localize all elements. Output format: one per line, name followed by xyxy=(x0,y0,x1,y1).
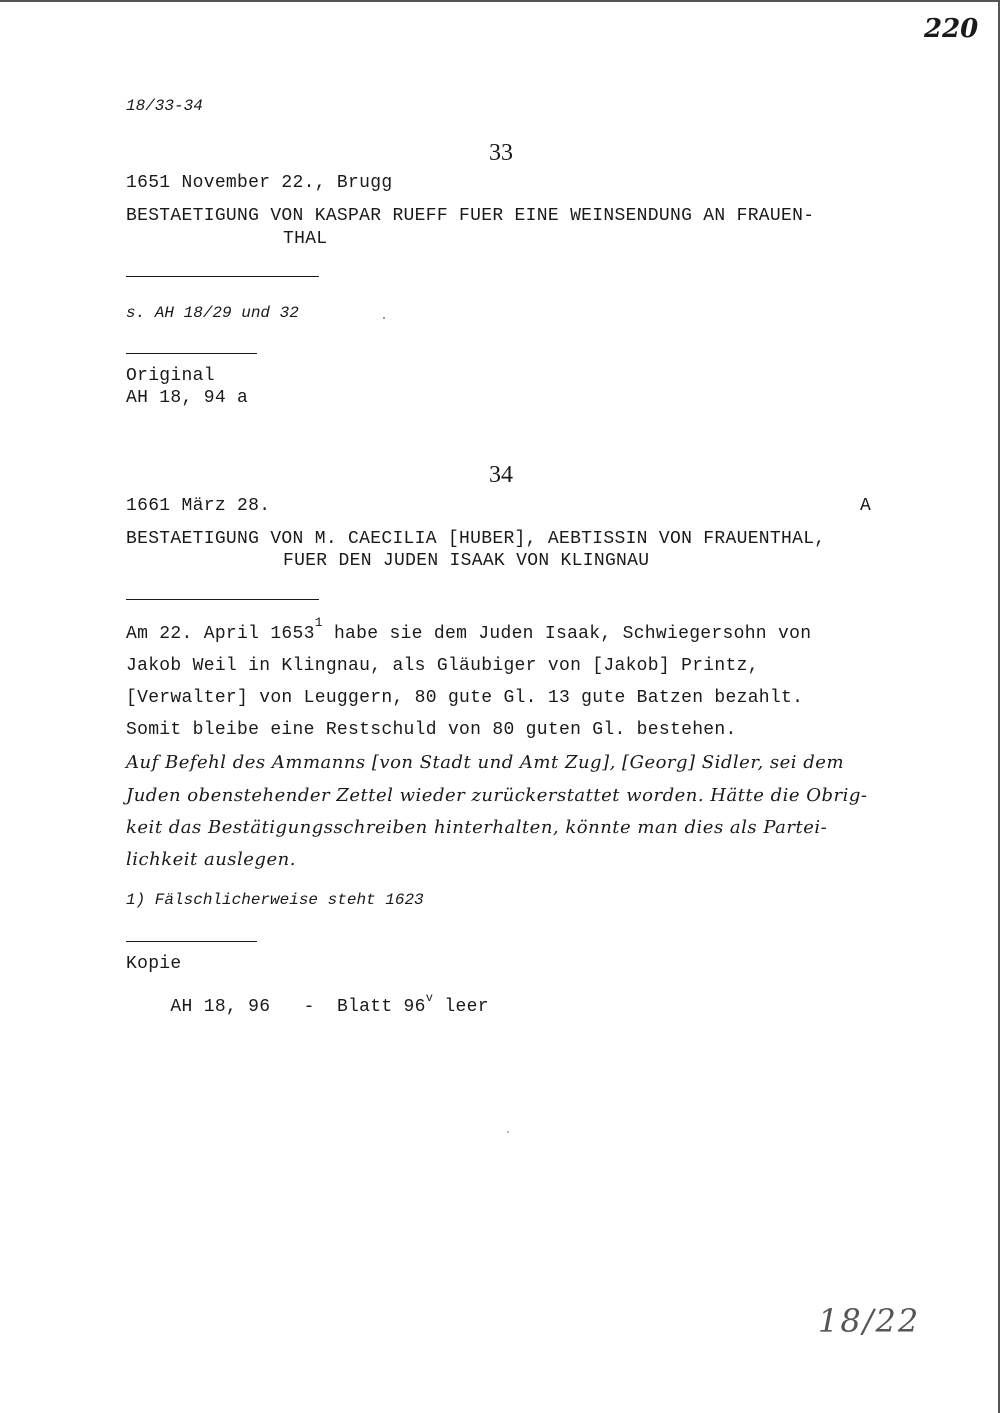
divider-rule xyxy=(126,941,257,942)
body-line-1-end: habe sie dem Juden Isaak, Schwiegersohn von xyxy=(322,624,812,644)
entry-34-title-line2: FUER DEN JUDEN ISAAK VON KLINGNAU xyxy=(283,551,650,571)
divider-rule xyxy=(126,353,257,354)
handwritten-page-number: 220 xyxy=(924,14,979,44)
source-ref-end: leer xyxy=(433,997,489,1017)
verso-marker: v xyxy=(425,991,434,1005)
footnote-marker: 1 xyxy=(314,615,323,630)
body-line-4: Somit bleibe eine Restschuld von 80 guten Gl. bestehen. xyxy=(126,720,737,740)
footnote: 1) Fälschlicherweise steht 1623 xyxy=(126,891,424,909)
divider-rule xyxy=(126,276,319,277)
entry-34-marker: A xyxy=(860,496,872,516)
entry-33-title-line1: BESTAETIGUNG VON KASPAR RUEFF FUER EINE WEINSENDUNG AN FRAUEN- xyxy=(126,206,815,226)
scan-speck xyxy=(507,1131,509,1133)
entry-33-source-ref: AH 18, 94 a xyxy=(126,388,249,408)
entry-34-date: 1661 März 28. xyxy=(126,496,271,516)
entry-33-title-line2: THAL xyxy=(283,229,328,249)
entry-34-source-type: Kopie xyxy=(126,954,182,974)
divider-rule xyxy=(126,599,319,600)
file-reference: 18/33-34 xyxy=(126,97,203,115)
body-line-1-start: Am 22. April 1653 xyxy=(126,624,315,644)
scan-speck xyxy=(383,317,385,319)
cursive-line-4: lichkeit auslegen. xyxy=(126,849,296,870)
source-ref-start: AH 18, 96 - Blatt 96 xyxy=(170,997,426,1017)
handwritten-pencil-note: 18/22 xyxy=(818,1302,921,1340)
page-edge-top xyxy=(0,0,1000,2)
body-line-3: [Verwalter] von Leuggern, 80 gute Gl. 13 gute Batzen bezahlt. xyxy=(126,688,804,708)
entry-33-source-type: Original xyxy=(126,366,215,386)
cursive-line-1: Auf Befehl des Ammanns [von Stadt und Amt Zug], [Georg] Sidler, sei dem xyxy=(126,752,845,773)
body-line-2: Jakob Weil in Klingnau, als Gläubiger von [Jakob] Printz, xyxy=(126,656,759,676)
entry-33-date-place: 1651 November 22., Brugg xyxy=(126,173,393,193)
cursive-line-2: Juden obenstehender Zettel wieder zurückerstattet worden. Hätte die Obrig- xyxy=(126,785,868,806)
entry-34-source-ref xyxy=(126,977,489,1037)
entry-34-number: 34 xyxy=(489,462,513,488)
entry-33-number: 33 xyxy=(489,140,513,166)
cursive-line-3: keit das Bestätigungsschreiben hinterhalten, könnte man dies als Partei- xyxy=(126,817,828,838)
body-line-1 xyxy=(126,615,812,644)
entry-33-crossref: s. AH 18/29 und 32 xyxy=(126,304,299,322)
entry-34-title-line1: BESTAETIGUNG VON M. CAECILIA [HUBER], AEBTISSIN VON FRAUENTHAL, xyxy=(126,529,826,549)
